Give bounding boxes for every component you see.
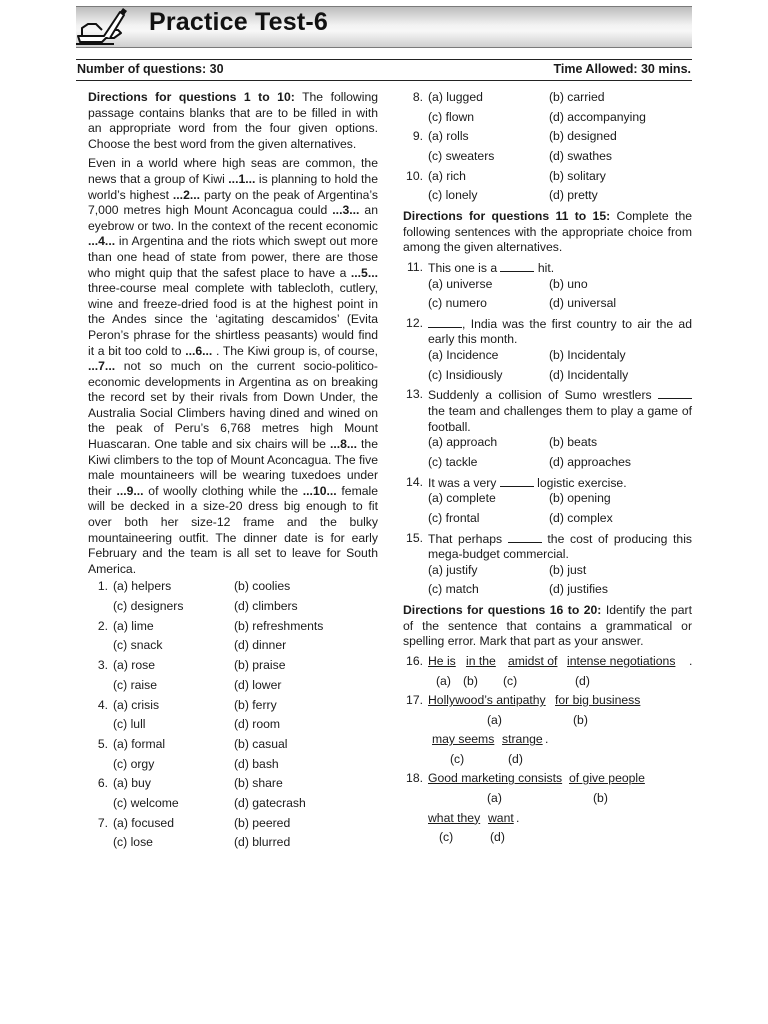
option-d[interactable]: (d) Incidentally [549,367,629,382]
option-a[interactable]: (a) universe [428,276,493,291]
questions-8-10 [403,90,692,208]
question-row [88,698,378,718]
sentence-part-c[interactable]: may seems [432,732,495,747]
option-d[interactable]: (d) approaches [549,454,631,469]
right-column [403,90,692,850]
passage-text: is planning to hold the world’s highest [88,171,378,202]
option-d[interactable]: (d) lower [234,677,282,692]
test-meta-row [76,62,692,80]
question-number: 13. [406,387,423,402]
question-row [403,129,692,149]
blank-9: ...9... [116,483,144,498]
option-d[interactable]: (d) pretty [549,188,598,203]
part-label-b: (b) [463,673,478,688]
question-row [88,619,378,639]
option-b[interactable]: (b) casual [234,736,288,751]
option-c[interactable]: (c) sweaters [428,149,495,164]
option-c[interactable]: (c) snack [113,638,163,653]
left-column [88,90,378,855]
part-label-c: (c) [503,673,518,688]
question-number: 4. [97,697,108,712]
passage-text: the Kiwi climbers to the top of Mount Aconcagua. The five male mountaineers will be wearing tuxedoes under their [88,437,378,498]
number-of-questions: Number of questions: 30 [77,62,224,76]
part-label-a: (a) [487,791,502,806]
option-a[interactable]: (a) rolls [428,129,469,144]
question-row [403,188,692,208]
directions-16-20 [403,603,692,650]
question-number: 7. [97,815,108,830]
blank-10: ...10... [302,483,337,498]
option-d[interactable]: (d) universal [549,296,617,311]
option-d[interactable]: (d) room [234,717,281,732]
option-a[interactable]: (a) formal [113,736,166,751]
stem-text: That perhaps [428,531,508,546]
option-a[interactable]: (a) rich [428,168,466,183]
question-number: 12. [406,315,423,330]
question-row [403,149,692,169]
passage-text: Even in a world where high seas are common, the news that a group of Kiwi [88,156,378,186]
blank-5: ...5... [350,265,378,280]
option-c[interactable]: (c) raise [113,677,158,692]
stem-text: This one is a [428,260,501,275]
question-row [88,737,378,757]
question-number: 6. [97,776,108,791]
option-c[interactable]: (c) flown [428,109,475,124]
option-b[interactable]: (b) Incidentaly [549,348,626,363]
part-label-b: (b) [573,712,588,727]
blank-4: ...4... [88,234,116,249]
option-c[interactable]: (c) match [428,582,479,597]
page-title: Practice Test-6 [149,8,329,36]
option-c[interactable]: (c) Insidiously [428,367,503,382]
blank-7: ...7... [88,359,116,374]
passage-text: three-course meal complete with tablecloth, cutlery, wine and freeze-dried food is at the highest point in the Andes since the ‘agitating descamidos’ (Evita Peron’s phrase for the shirtless peasants) would find it a bit too cold to [88,281,378,358]
option-c[interactable]: (c) welcome [113,795,179,810]
option-a[interactable]: (a) approach [428,435,498,450]
option-b[interactable]: (b) just [549,562,587,577]
question-15 [403,531,692,603]
question-number: 2. [97,618,108,633]
question-number: 16. [406,653,423,668]
question-stem [428,475,692,492]
passage-text: not so much on the current socio-politico-economic developments in Argentina as on breaking the record set by their rivals from Down Under, the Australia Social Climbers having dined and wined on the peak of Peru’s 6,768 metres high Mount Huascaran. One table and six chairs will be [88,359,378,452]
option-b[interactable]: (b) praise [234,658,286,673]
sentence-part-b[interactable]: for big business [555,693,641,708]
blank-3: ...3... [332,203,360,218]
option-c[interactable]: (c) numero [428,296,487,311]
part-label-b: (b) [593,791,608,806]
question-number: 3. [97,658,108,673]
question-row [88,717,378,737]
sentence-part-b[interactable]: of give people [569,771,645,786]
option-b[interactable]: (b) carried [549,90,605,104]
option-d[interactable]: (d) gatecrash [234,795,306,810]
part-label-a: (a) [487,712,502,727]
divider-top [76,59,692,60]
blank-6: ...6... [185,343,213,358]
part-label-d: (d) [490,830,505,845]
option-b[interactable]: (b) beats [549,435,598,450]
question-row [88,658,378,678]
questions-1-7 [88,579,378,855]
question-13 [403,387,692,474]
question-row [88,776,378,796]
directions-heading: Directions for questions 1 to 10: [88,90,295,104]
option-c[interactable]: (c) lull [113,717,146,732]
question-number: 18. [406,771,423,786]
option-b[interactable]: (b) opening [549,491,611,506]
question-stem [428,316,692,348]
divider-bottom [76,80,692,81]
option-a[interactable]: (a) Incidence [428,348,499,363]
stem-text: Suddenly a collision of Sumo wrestlers [428,388,658,403]
question-row [88,599,378,619]
option-b[interactable]: (b) share [234,776,283,791]
option-a[interactable]: (a) focused [113,815,174,830]
passage [88,156,378,577]
sentence-end: . [689,653,693,668]
question-stem [428,260,692,277]
option-b[interactable]: (b) coolies [234,579,291,594]
question-16 [403,654,692,693]
option-a[interactable]: (a) crisis [113,697,160,712]
answer-blank[interactable] [500,475,534,487]
part-label-c: (c) [450,751,465,766]
option-c[interactable]: (c) orgy [113,756,155,771]
question-14 [403,475,692,531]
question-row [88,678,378,698]
question-row [88,757,378,777]
question-number: 11. [406,259,423,274]
question-row [88,816,378,836]
answer-blank[interactable] [508,531,542,543]
answer-blank[interactable] [428,316,462,328]
question-row [88,638,378,658]
stem-text: It was a very [428,475,500,490]
directions-text: The following passage contains blanks that are to be filled in with an appropriate word from the four given options. Choose the best word from the given alternatives. [88,90,378,151]
option-d[interactable]: (d) complex [549,510,613,525]
passage-text: party on the peak of Argentina’s 7,000 metres high Mount Aconcagua could [88,187,378,218]
option-a[interactable]: (a) helpers [113,579,172,594]
option-d[interactable]: (d) dinner [234,638,287,653]
option-c[interactable]: (c) frontal [428,510,480,525]
stem-text: hit. [534,260,555,275]
directions-text: Identify the part of the sentence that contains a grammatical or spelling error. Mark that part as your answer. [403,603,692,649]
option-a[interactable]: (a) buy [113,776,151,791]
writing-hand-icon [74,6,130,48]
option-b[interactable]: (b) uno [549,276,588,291]
option-a[interactable]: (a) lime [113,618,154,633]
option-d[interactable]: (d) climbers [234,599,298,614]
sentence-end: . [516,810,520,825]
option-c[interactable]: (c) lonely [428,188,478,203]
option-a[interactable]: (a) complete [428,491,496,506]
answer-blank[interactable] [658,387,692,399]
sentence-part-a[interactable]: He is [428,653,456,668]
option-c[interactable]: (c) designers [113,599,184,614]
directions-heading: Directions for questions 16 to 20: [403,603,602,618]
sentence-part-c[interactable]: amidst of [508,653,558,668]
option-b[interactable]: (b) solitary [549,168,606,183]
option-a[interactable]: (a) justify [428,562,478,577]
answer-blank[interactable] [500,260,534,272]
blank-1: ...1... [228,171,256,186]
blank-2: ...2... [172,187,201,202]
directions-heading: Directions for questions 11 to 15: [403,209,611,224]
directions-11-15 [403,209,692,256]
passage-text: . The Kiwi group is, of course, [212,343,378,358]
question-17 [403,693,692,771]
option-a[interactable]: (a) rose [113,658,155,673]
part-label-d: (d) [508,751,523,766]
question-row [403,90,692,110]
option-d[interactable]: (d) bash [234,756,279,771]
option-b[interactable]: (b) ferry [234,697,277,712]
option-d[interactable]: (d) accompanying [549,109,646,124]
stem-text: the team and challenges them to play a game of football. [428,404,692,434]
option-b[interactable]: (b) peered [234,815,291,830]
question-number: 5. [97,736,108,751]
passage-text: in Argentina and the riots which swept out more than one head of state from power, there are those who might quip that the safest place to have a [88,234,378,280]
option-a[interactable]: (a) lugged [428,90,483,104]
option-b[interactable]: (b) designed [549,129,617,144]
question-number: 15. [406,530,423,545]
questions-11-15 [403,260,692,602]
option-b[interactable]: (b) refreshments [234,618,324,633]
directions-1-10 [88,90,378,152]
part-label-a: (a) [436,673,451,688]
question-11 [403,260,692,316]
question-number: 10. [406,168,423,183]
sentence-part-a[interactable]: Hollywood’s antipathy [428,693,546,708]
question-18 [403,771,692,849]
sentence-part-d[interactable]: strange [502,732,543,747]
passage-text: an eyebrow or two. In the context of the recent economic [88,203,378,233]
stem-text: , India was the first country to air the ad early this month. [428,316,692,347]
question-number: 17. [406,693,423,708]
part-label-c: (c) [439,830,454,845]
question-number: 9. [412,129,423,144]
passage-text: of woolly clothing while the [143,483,303,498]
sentence-part-c[interactable]: what they [428,810,481,825]
question-row [88,579,378,599]
question-row [88,796,378,816]
sentence-part-d[interactable]: want [488,810,514,825]
option-d[interactable]: (d) blurred [234,835,291,850]
sentence-part-b[interactable]: in the [466,653,496,668]
blank-8: ...8... [329,437,358,452]
question-stem [428,531,692,563]
question-row [403,110,692,130]
part-label-d: (d) [575,673,590,688]
option-d[interactable]: (d) justifies [549,582,608,597]
option-d[interactable]: (d) swathes [549,149,612,164]
stem-text: logistic exercise. [533,475,627,490]
time-allowed: Time Allowed: 30 mins. [553,62,691,76]
question-number: 14. [406,474,423,489]
question-12 [403,316,692,388]
option-c[interactable]: (c) tackle [428,454,478,469]
option-c[interactable]: (c) lose [113,835,153,850]
passage-text: female will be decked in a size-20 dress big enough to fit over both her size-12 frame and the bulky mountaineering outfit. The dinner date is for early February and the team is all set to leave for South America. [88,483,378,576]
stem-text: the cost of producing this mega-budget commercial. [428,531,692,562]
sentence-part-a[interactable]: Good marketing consists [428,771,563,786]
question-row [88,835,378,855]
question-number: 1. [97,579,108,594]
question-row [403,169,692,189]
directions-text: Complete the following sentences with the appropriate choice from among the given alternatives. [403,209,692,255]
question-number: 8. [412,90,423,104]
sentence-end: . [545,732,549,747]
question-stem [428,387,692,435]
sentence-part-d[interactable]: intense negotiations [567,653,676,668]
